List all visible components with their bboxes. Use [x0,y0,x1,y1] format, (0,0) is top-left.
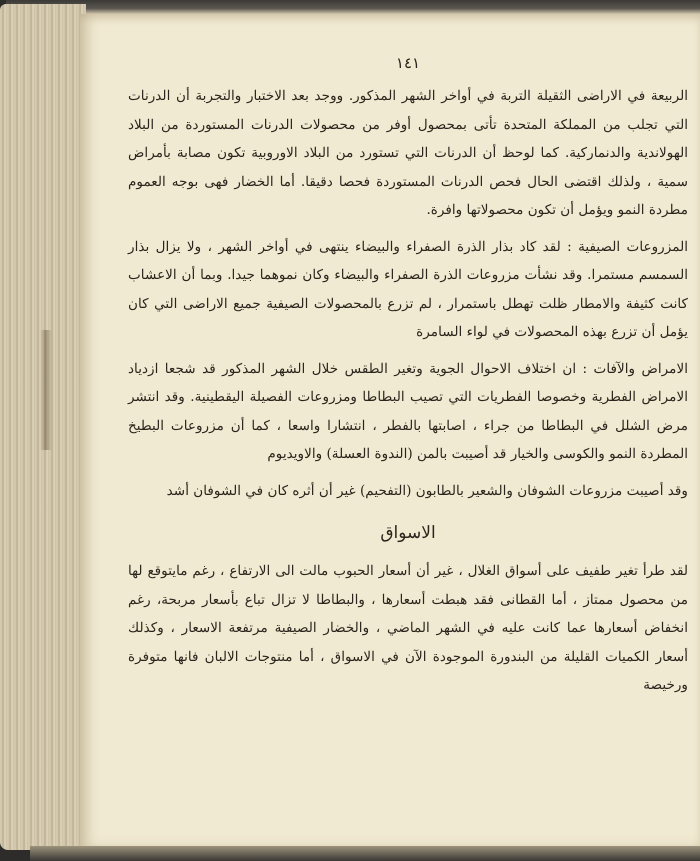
paragraph-oats-barley: وقد أصيبت مزروعات الشوفان والشعير بالطابون (التفحيم) غير أن أثره كان في الشوفان أشد [166,482,688,499]
section-heading-markets: الاسواق [380,523,436,543]
paragraph-diseases-pests: الامراض والآفات : ان اختلاف الاحوال الجوية وتغير الطقس خلال الشهر المذكور قد شجعا ازدياد الامراض الفطرية وخصوصا الفطريات التي تصيب البطاطا ومزروعات الفصيلة اليقطينية. وقد انتشر مرض الشلل في البطاطا من جراء ، اصابتها بالفطر ، انتشارا واسعا ، كما أن مزروعات البطيخ المطردة النمو والكوسى والخيار قد أصيبت بالمن (الندوة العسلة) والاويديوم [128,360,688,462]
page-content [128,54,688,844]
page-edges-shadow [40,330,52,450]
page-number: ١٤١ [395,54,421,72]
paragraph-markets: لقد طرأ تغير طفيف على أسواق الغلال ، غير أن أسعار الحبوب مالت الى الارتفاع ، رغم مايتوقع لها من محصول ممتاز ، أما القطانى فقد هبطت أسعارها ، والبطاطا لا تزال تباع بأسعار مربحة، رغم انخفاض أسعارها عما كانت عليه في الشهر الماضي ، والخضار الصيفية مرتفعة الاسعار ، وكذلك أسعار الكميات القليلة من البندورة الموجودة الآن في الاسواق ، أما منتوجات الالبان فانها متوفرة ورخيصة [128,563,688,693]
book-bottom-edge [30,846,700,861]
paragraph-crops-winter: الربيعة في الاراضى الثقيلة التربة في أواخر الشهر المذكور. ووجد بعد الاختبار والتجربة أن الدرنات التي تجلب من المملكة المتحدة تأتى بمحصول أوفر من محصولات الدرنات المستوردة من البلاد الهولاندية والدنماركية. كما لوحظ أن الدرنات التي تستورد من البلاد الاوروبية تكون مصابة بأمراض سمية ، ولذلك اقتضى الحال فحص الدرنات المستوردة فحصا دقيقا. أما الخضار فهى بوجه العموم مطردة النمو ويؤمل أن تكون محصولاتها وافرة. [128,88,688,218]
paragraph-summer-crops: المزروعات الصيفية : لقد كاد بذار الذرة الصفراء والبيضاء ينتهى في أواخر الشهر ، ولا يزال بذار السمسم مستمرا. وقد نشأت مزروعات الذرة الصفراء والبيضاء وكان نموهما جيدا. وبما أن الاعشاب كانت كثيفة والامطار ظلت تهطل باستمرار ، لم تزرع بالمحصولات الصيفية جميع الاراضى التي كان يؤمل أن تزرع بهذه المحصولات في لواء السامرة [128,238,688,340]
book-top-edge [6,0,700,14]
